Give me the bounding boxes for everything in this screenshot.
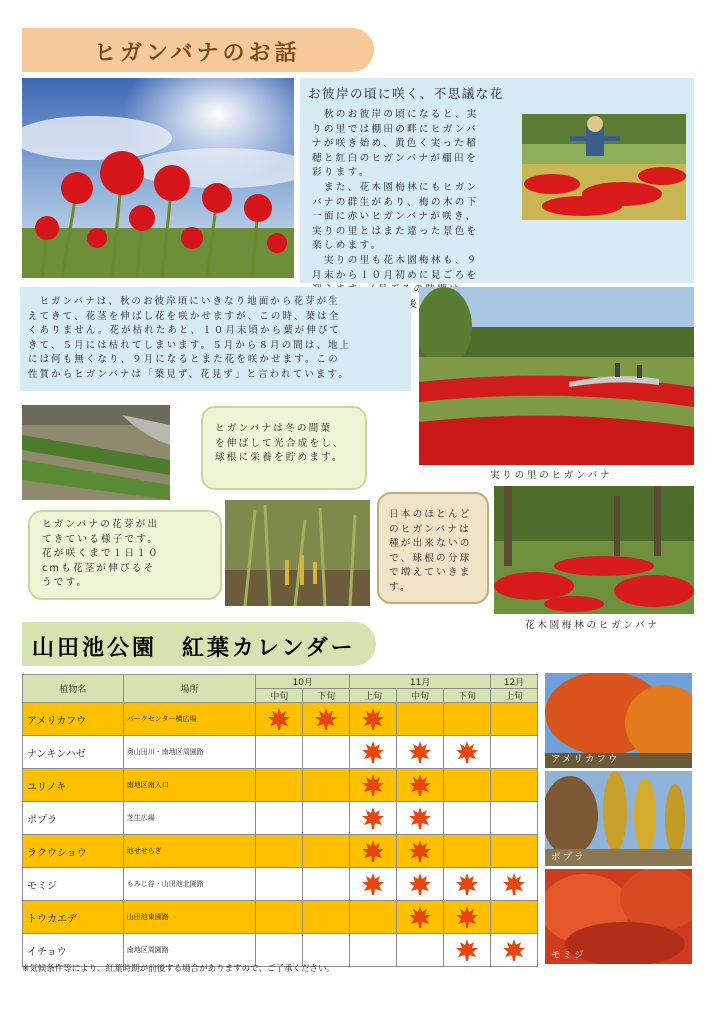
empty-cell: [256, 835, 303, 868]
koyo-calendar-table: [22, 674, 538, 967]
koyo-leaf-icon: [444, 736, 491, 769]
photo-kaboku-en: [494, 486, 694, 614]
empty-cell: [303, 868, 350, 901]
bubble-sprout: [28, 510, 222, 600]
koyo-leaf-icon: [490, 934, 537, 967]
empty-cell: [303, 901, 350, 934]
empty-cell: [490, 769, 537, 802]
header-plant: 植物名: [23, 675, 124, 703]
intro-heading: お彼岸の頃に咲く、不思議な花: [308, 86, 504, 101]
empty-cell: [397, 934, 444, 967]
empty-cell: [490, 901, 537, 934]
koyo-leaf-icon: [444, 868, 491, 901]
header-dec-early: 上旬: [490, 689, 537, 703]
empty-cell: [490, 703, 537, 736]
empty-cell: [397, 703, 444, 736]
koyo-leaf-icon: [256, 703, 303, 736]
empty-cell: [490, 736, 537, 769]
empty-cell: [303, 769, 350, 802]
empty-cell: [350, 934, 397, 967]
empty-cell: [490, 835, 537, 868]
header-oct: 10月: [256, 675, 350, 689]
bubble-bulb: [377, 492, 489, 604]
section-title-koyo-calendar: [22, 622, 376, 666]
empty-cell: [444, 769, 491, 802]
section-title-higanbana: [22, 28, 374, 72]
bubble-leaves-text: ヒガンバナは冬の間葉 を伸ばして光合成をし、 球根に栄養を貯めます。: [215, 423, 345, 463]
calendar-row: [23, 802, 538, 835]
empty-cell: [444, 835, 491, 868]
koyo-leaf-icon: [444, 934, 491, 967]
empty-cell: [256, 868, 303, 901]
photo-minori-no-sato: [419, 287, 694, 465]
photo-poplar: [545, 771, 692, 866]
koyo-leaf-icon: [350, 703, 397, 736]
plant-name: イチョウ: [23, 934, 124, 967]
plant-location: 南地区周園路: [123, 934, 256, 967]
plant-name: ラクウショウ: [23, 835, 124, 868]
plant-name: トウカエデ: [23, 901, 124, 934]
explanation-box: [20, 287, 411, 391]
empty-cell: [303, 835, 350, 868]
empty-cell: [444, 802, 491, 835]
plant-location: パークセンター横広場: [123, 703, 256, 736]
plant-location: 奥山田川・南地区周園路: [123, 736, 256, 769]
calendar-body: [23, 703, 538, 967]
bubble-sprout-text: ヒガンバナの花芽が出 てきている様子です。 花が咲くまで１日１０ cmも花茎が伸びるそ うです。: [42, 519, 160, 588]
header-oct-mid: 中旬: [256, 689, 303, 703]
plant-location: 山田池東園路: [123, 901, 256, 934]
koyo-leaf-icon: [350, 868, 397, 901]
plant-name: ポプラ: [23, 802, 124, 835]
koyo-leaf-icon: [303, 703, 350, 736]
photo-label-americafu: アメリカフウ: [551, 754, 620, 765]
intro-body: 秋のお彼岸の頃になると、実 りの里では棚田の畔にヒガンバ ナが咲き始め、黄色く実った稲 穂と紅白のヒガンバナが棚田を 彩ります。 また、花木園梅林にもヒガン バナの群生があり、梅の木の下 一面に赤いヒガンバナが咲き、 実りの里とはまた違った景色を 楽しめます。 実りの里も花木園梅林も、９ 月末から１０月初めに見ごろを: [312, 109, 479, 281]
bubble-leaves: [201, 406, 367, 490]
koyo-leaf-icon: [444, 901, 491, 934]
plant-location: 池せせらぎ: [123, 835, 256, 868]
header-oct-late: 下旬: [303, 689, 350, 703]
plant-name: モミジ: [23, 868, 124, 901]
section2-title-text: 山田池公園 紅葉カレンダー: [32, 636, 356, 661]
explanation-body: ヒガンバナは、秋のお彼岸頃にいきなり地面から花芽が生 えてきて、花茎を伸ばし花を咲かせますが、この時、葉は全 くありません。花が枯れたあと、１０月末頃から葉が伸びて きて、５月には枯れてしまいます。５月から８月の間は、地上 には何も無くなり、９月になるとまた花を咲かせます。この 性質からヒガンバナは「葉見ず、花見ず」と言われています。: [28, 296, 352, 380]
koyo-leaf-icon: [397, 901, 444, 934]
calendar-row: [23, 868, 538, 901]
calendar-row: [23, 835, 538, 868]
photo-label-poplar: ポプラ: [551, 852, 586, 863]
koyo-leaf-icon: [490, 868, 537, 901]
empty-cell: [256, 802, 303, 835]
koyo-leaf-icon: [397, 802, 444, 835]
photo-americafu: [545, 673, 692, 768]
bubble-bulb-text: 日本のほとんど のヒガンバナは 種が出来ないの で、球根の分球 で増えていきま す。: [389, 509, 472, 593]
photo-higanbana-sprout: [225, 500, 370, 606]
koyo-leaf-icon: [397, 769, 444, 802]
calendar-row: [23, 703, 538, 736]
header-nov-mid: 中旬: [397, 689, 444, 703]
koyo-leaf-icon: [350, 736, 397, 769]
header-place: 場所: [123, 675, 256, 703]
koyo-leaf-icon: [397, 835, 444, 868]
empty-cell: [256, 901, 303, 934]
plant-name: ユリノキ: [23, 769, 124, 802]
calendar-row: [23, 769, 538, 802]
empty-cell: [444, 703, 491, 736]
intro-box: [300, 78, 694, 283]
photo-label-momiji: モミジ: [551, 950, 586, 961]
photo-higanbana-leaves: [22, 405, 170, 500]
photo-higanbana-sky: [22, 78, 294, 278]
koyo-leaf-icon: [350, 769, 397, 802]
empty-cell: [350, 901, 397, 934]
plant-location: 南地区南入口: [123, 769, 256, 802]
calendar-row: [23, 736, 538, 769]
empty-cell: [303, 736, 350, 769]
header-nov: 11月: [350, 675, 491, 689]
plant-name: アメリカフウ: [23, 703, 124, 736]
caption-minori: 実りの里のヒガンバナ: [490, 470, 613, 481]
koyo-leaf-icon: [397, 736, 444, 769]
plant-location: 芝生広場: [123, 802, 256, 835]
empty-cell: [256, 769, 303, 802]
plant-location: もみじ谷・山田池北園路: [123, 868, 256, 901]
empty-cell: [256, 736, 303, 769]
section-title-text: ヒガンバナのお話: [94, 41, 301, 66]
footnote: ※気候条件等により、紅葉時期が前後する場合がありますので、ご了承ください。: [22, 964, 335, 974]
koyo-leaf-icon: [397, 868, 444, 901]
empty-cell: [490, 802, 537, 835]
plant-name: ナンキンハゼ: [23, 736, 124, 769]
caption-kaboku: 花木園梅林のヒガンバナ: [525, 620, 660, 631]
calendar-row: [23, 901, 538, 934]
koyo-leaf-icon: [350, 835, 397, 868]
koyo-leaf-icon: [350, 802, 397, 835]
photo-scarecrow-field: [522, 114, 686, 220]
photo-momiji: [545, 869, 692, 964]
header-dec: 12月: [490, 675, 537, 689]
header-nov-early: 上旬: [350, 689, 397, 703]
header-nov-late: 下旬: [444, 689, 491, 703]
empty-cell: [303, 802, 350, 835]
